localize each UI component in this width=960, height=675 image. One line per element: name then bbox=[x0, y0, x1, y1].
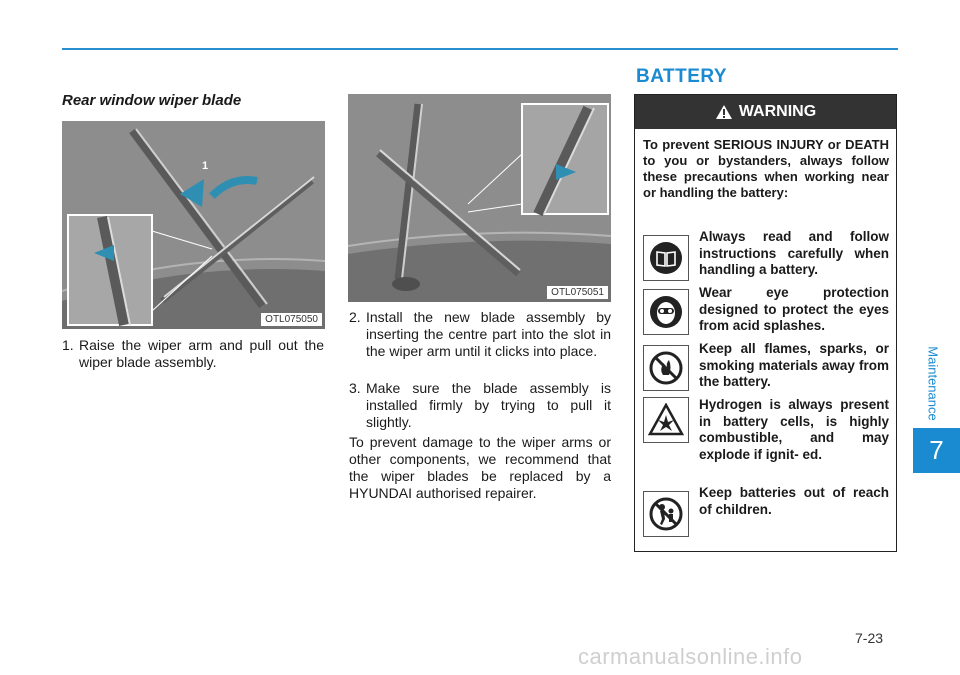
step-text: Raise the wiper arm and pull out the wiper blade assembly. bbox=[79, 337, 324, 370]
battery-warning-box bbox=[634, 94, 897, 552]
warning-triangle-icon bbox=[715, 104, 733, 120]
step-3 bbox=[349, 380, 611, 432]
warning-item-eye-protection bbox=[643, 285, 889, 337]
page-number: 7-23 bbox=[855, 630, 884, 646]
step-number: 1. bbox=[62, 337, 74, 353]
warning-text: Always read and follow instructions carefully when handling a battery. bbox=[699, 229, 889, 277]
section-heading: Rear window wiper blade bbox=[62, 92, 242, 109]
figure-marker: 1 bbox=[202, 160, 209, 172]
warning-text: Wear eye protection designed to protect the eyes from acid splashes. bbox=[699, 285, 889, 333]
figure-code: OTL075051 bbox=[547, 286, 608, 299]
section-label-text: Maintenance bbox=[925, 345, 941, 421]
explosion-hazard-icon bbox=[643, 397, 689, 443]
warning-item-children bbox=[643, 485, 889, 537]
warning-item-no-flames bbox=[643, 341, 889, 393]
wiper-removal-illustration bbox=[62, 121, 325, 329]
watermark: carmanualsonline.info bbox=[578, 644, 803, 669]
warning-label: WARNING bbox=[738, 103, 817, 120]
figure-wiper-removal bbox=[62, 121, 325, 329]
warning-text: Hydrogen is always present in battery cells, is highly combustible, and may explode if ignit- ed. bbox=[699, 397, 889, 462]
wiper-install-illustration bbox=[348, 94, 611, 302]
step-2 bbox=[349, 309, 611, 379]
step-text: Install the new blade assembly by inserting the centre part into the slot in the wiper arm until it clicks into place. bbox=[366, 309, 611, 359]
eye-protection-icon bbox=[643, 289, 689, 335]
step-number: 2. bbox=[349, 309, 361, 325]
warning-item-hydrogen bbox=[643, 397, 889, 481]
warning-header bbox=[635, 95, 896, 129]
warning-intro: To prevent SERIOUS INJURY or DEATH to you or bystanders, always follow these precautions when working near or handling the battery: bbox=[643, 137, 889, 200]
figure-wiper-install bbox=[348, 94, 611, 302]
warning-item-read-instructions bbox=[643, 229, 889, 281]
battery-title: BATTERY bbox=[636, 66, 728, 87]
warning-text: Keep batteries out of reach of children. bbox=[699, 485, 889, 517]
keep-away-children-icon bbox=[643, 491, 689, 537]
step-text: Make sure the blade assembly is installed firmly by trying to pull it slightly. bbox=[366, 380, 611, 430]
book-icon bbox=[643, 235, 689, 281]
section-label bbox=[922, 338, 944, 428]
no-flames-icon bbox=[643, 345, 689, 391]
step-number: 3. bbox=[349, 380, 361, 396]
repair-note: To prevent damage to the wiper arms or other components, we recommend that the wiper blades be replaced by a HYUNDAI authorised repairer. bbox=[349, 434, 611, 501]
step-1 bbox=[62, 337, 324, 377]
figure-code: OTL075050 bbox=[261, 313, 322, 326]
chapter-number: 7 bbox=[913, 428, 960, 473]
warning-text: Keep all flames, sparks, or smoking materials away from the battery. bbox=[699, 341, 889, 389]
top-rule bbox=[62, 48, 898, 50]
